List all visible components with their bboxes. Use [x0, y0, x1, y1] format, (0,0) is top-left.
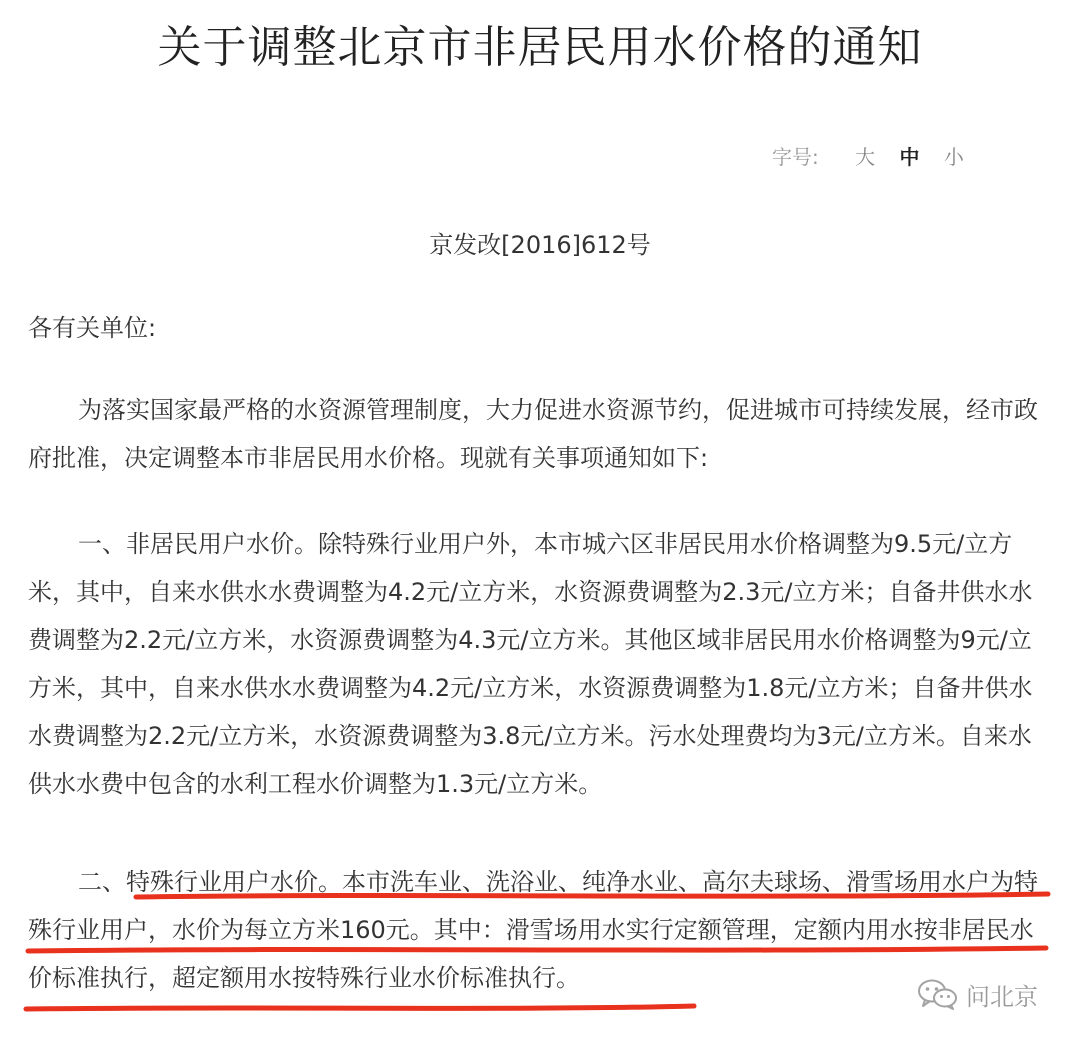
document-title: 关于调整北京市非居民用水价格的通知	[157, 22, 923, 73]
font-size-large-button[interactable]: 大	[855, 145, 876, 169]
paragraph-section-1: 一、非居民用户水价。除特殊行业用户外，本市城六区非居民用水价格调整为9.5元/立方米，其中，自来水供水水费调整为4.2元/立方米，水资源费调整为2.3元/立方米；自备井供水水费调整为2.2元/立方米，水资源费调整为4.3元/立方米。其他区域非居民用水价格调整为9元/立方米，其中，自来水供水水费调整为4.2元/立方米，水资源费调整为1.8元/立方米；自备井供水水费调整为2.2元/立方米，水资源费调整为3.8元/立方米。污水处理费均为3元/立方米。自来水供水水费中包含的水利工程水价调整为1.3元/立方米。	[28, 530, 1033, 798]
paragraph-section-2: 二、特殊行业用户水价。本市洗车业、洗浴业、纯净水业、高尔夫球场、滑雪场用水户为特殊行业用户，水价为每立方米160元。其中：滑雪场用水实行定额管理，定额内用水按非居民水价标准执行，超定额用水按特殊行业水价标准执行。	[28, 868, 1038, 992]
font-size-selector	[772, 142, 964, 172]
paragraph-intro: 为落实国家最严格的水资源管理制度，大力促进水资源节约，促进城市可持续发展，经市政府批准，决定调整本市非居民用水价格。现就有关事项通知如下:	[28, 396, 1038, 472]
font-size-medium-button[interactable]: 中	[899, 145, 920, 169]
source-watermark	[916, 974, 1038, 1014]
font-size-label: 字号:	[772, 145, 819, 169]
wechat-icon	[916, 977, 958, 1011]
salutation: 各有关单位:	[28, 314, 157, 342]
document-number: 京发改[2016]612号	[429, 231, 651, 259]
font-size-small-button[interactable]: 小	[943, 145, 964, 169]
watermark-text: 问北京	[966, 982, 1038, 1011]
